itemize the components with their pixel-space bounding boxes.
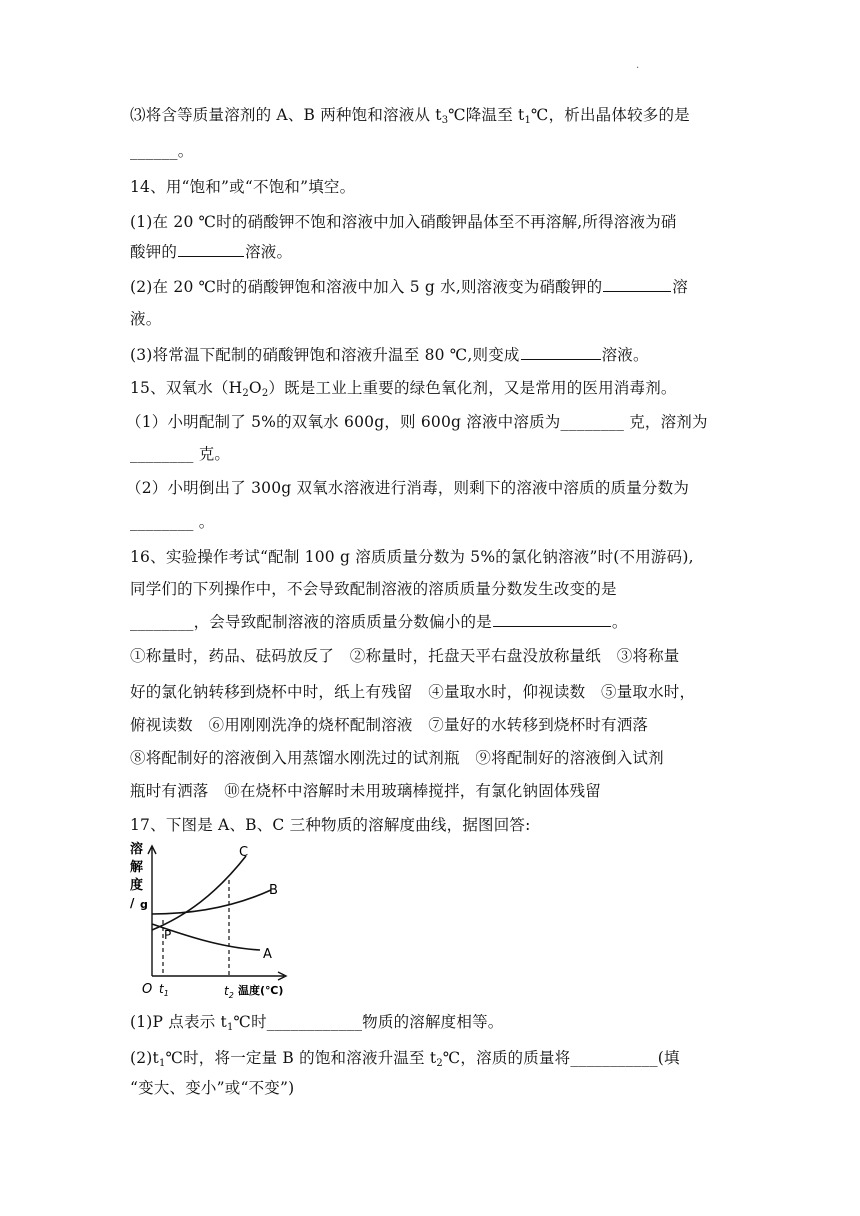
q15-part2-line1: （2）小明倒出了 300g 双氧水溶液进行消毒，则剩下的溶液中溶质的质量分数为 — [126, 479, 690, 497]
q15-part2-line2: ________ 。 — [130, 513, 215, 531]
x-tick-t2: $t_2$ — [224, 984, 234, 1000]
ylabel-char: 溶 — [130, 842, 144, 857]
curve-c — [152, 856, 246, 930]
q14-part2-line1: (2)在 20 ℃时的硝酸钾饱和溶液中加入 5 g 水,则溶液变为硝酸钾的 溶 — [130, 275, 688, 297]
q15-part1-line2: ________ 克。 — [130, 445, 231, 463]
point-p-label: P — [164, 928, 172, 942]
q15-part1-line1: （1）小明配制了 5%的双氧水 600g，则 600g 溶液中溶质为________ 克，溶剂为 — [126, 413, 708, 431]
q14-part1-line1: (1)在 20 ℃时的硝酸钾不饱和溶液中加入硝酸钾晶体至不再溶解,所得溶液为硝 — [130, 213, 677, 231]
series-label-c: C — [239, 845, 249, 860]
q16-option-line2: 好的氯化钠转移到烧杯中时，纸上有残留 ④量取水时，仰视读数 ⑤量取水时， — [130, 683, 696, 701]
q17-title: 17、下图是 A、B、C 三种物质的溶解度曲线，据图回答: — [130, 816, 531, 834]
ylabel-char: / — [130, 896, 135, 910]
q14-part3: (3)将常温下配制的硝酸钾饱和溶液升温至 80 ℃,则变成 溶液。 — [130, 343, 649, 365]
q16-option-line1: ①称量时，药品、砝码放反了 ②称量时，托盘天平右盘没放称量纸 ③将称量 — [130, 647, 680, 665]
answer-blank[interactable] — [493, 610, 611, 627]
q14-part1-line2: 酸钾的 溶液。 — [130, 240, 292, 262]
series-label-a: A — [263, 947, 272, 962]
q14-title: 14、用“饱和”或“不饱和”填空。 — [130, 178, 356, 196]
q13-part3-line1: ⑶将含等质量溶剂的 A、B 两种饱和溶液从 $t_3℃$降温至 $t_1℃$，析出晶体较多的是 — [130, 106, 690, 126]
q16-option-line5: 瓶时有洒落 ⑩在烧杯中溶解时未用玻璃棒搅拌，有氯化钠固体残留 — [130, 782, 602, 800]
q14-part2-line2: 液。 — [130, 310, 162, 328]
q16-line1: 16、实验操作考试“配制 100 g 溶质质量分数为 5%的氯化钠溶液”时(不用游码), — [130, 548, 694, 566]
q16-line2: 同学们的下列操作中，不会导致配制溶液的溶质质量分数发生改变的是 — [130, 580, 617, 598]
q16-option-line3: 俯视读数 ⑥用刚刚洗净的烧杯配制溶液 ⑦量好的水转移到烧杯时有洒落 — [130, 716, 649, 734]
x-axis-label: 温度(℃) — [238, 984, 284, 997]
ylabel-char: 解 — [130, 860, 144, 875]
origin-label: O — [142, 982, 153, 997]
q15-title: 15、双氧水$(H_2O_2)$既是工业上重要的绿色氧化剂，又是常用的医用消毒剂。 — [130, 379, 677, 399]
q16-option-line4: ⑧将配制好的溶液倒入用蒸馏水刚洗过的试剂瓶 ⑨将配制好的溶液倒入试剂 — [130, 749, 664, 767]
answer-blank[interactable] — [603, 275, 671, 292]
q13-part3-line2: ______。 — [130, 142, 194, 160]
ylabel-char: 度 — [130, 878, 144, 893]
answer-blank[interactable] — [521, 343, 601, 360]
q16-line3: ________，会导致配制溶液的溶质质量分数偏小的是 。 — [130, 610, 628, 632]
ylabel-char: g — [140, 898, 148, 911]
x-tick-t1: $t_1$ — [159, 982, 169, 998]
q17-part2-line1: $(2)t_1℃$时，将一定量 B 的饱和溶液升温至 $t_2℃$，溶质的质量将___________(填 — [130, 1049, 680, 1069]
answer-blank[interactable] — [178, 240, 244, 257]
q17-part1: (1)P 点表示 $t_1℃$时____________物质的溶解度相等。 — [130, 1013, 504, 1033]
q17-part2-line2: “变大、变小”或“不变”) — [130, 1079, 295, 1097]
solubility-chart — [126, 838, 296, 1002]
page-mark: . — [636, 60, 640, 71]
series-label-b: B — [269, 883, 278, 898]
